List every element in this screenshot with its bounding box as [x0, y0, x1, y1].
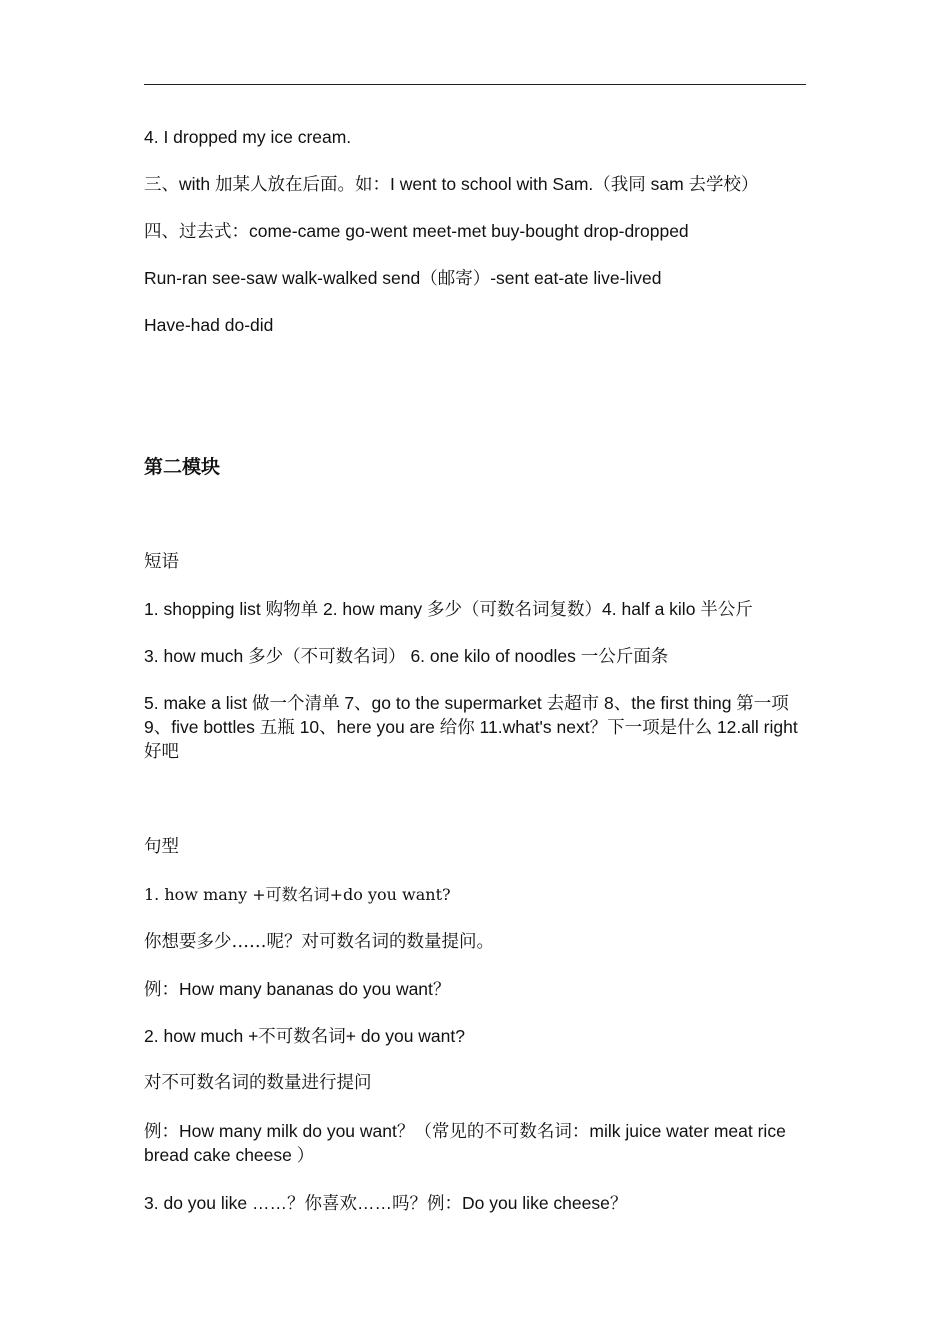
patterns-heading: 句型 — [144, 837, 179, 857]
phrases-heading: 短语 — [144, 552, 179, 572]
pattern-note: 对不可数名词的数量进行提问 — [144, 1073, 372, 1093]
phrase-line: 1. shopping list 购物单 2. how many 多少（可数名词复数）4. half a kilo 半公斤 — [144, 599, 753, 619]
pattern-note: 你想要多少……呢？对可数名词的数量提问。 — [144, 932, 494, 952]
pattern-example: 例：How many bananas do you want？ — [144, 979, 451, 999]
top-divider — [144, 84, 806, 85]
phrase-line: 3. how much 多少（不可数名词） 6. one kilo of noodles 一公斤面条 — [144, 646, 669, 666]
text-line: 4. I dropped my ice cream. — [144, 127, 352, 147]
pattern-line: 2. how much +不可数名词+ do you want? — [144, 1026, 465, 1046]
text-line: 三、with 加某人放在后面。如：I went to school with Sam.（我同 sam 去学校） — [144, 174, 759, 194]
pattern-line: 3. do you like ……？你喜欢……吗？例：Do you like cheese？ — [144, 1193, 628, 1213]
module-title: 第二模块 — [144, 457, 221, 478]
phrase-paragraph: 5. make a list 做一个清单 7、go to the supermarket 去超市 8、the first thing 第一项 9、five bottles 五瓶 10、here you are 给你 11.what's next？下一项是什么 12.all right 好吧 — [144, 693, 798, 761]
text-line: Run-ran see-saw walk-walked send（邮寄）-sent eat-ate live-lived — [144, 268, 662, 288]
text-line: Have-had do-did — [144, 315, 274, 335]
pattern-example: 例：How many milk do you want？（常见的不可数名词：milk juice water meat rice bread cake cheese ） — [144, 1121, 786, 1165]
text-line: 四、过去式：come-came go-went meet-met buy-bought drop-dropped — [144, 221, 689, 241]
pattern-line: 1. how many +可数名词+do you want? — [144, 885, 451, 904]
